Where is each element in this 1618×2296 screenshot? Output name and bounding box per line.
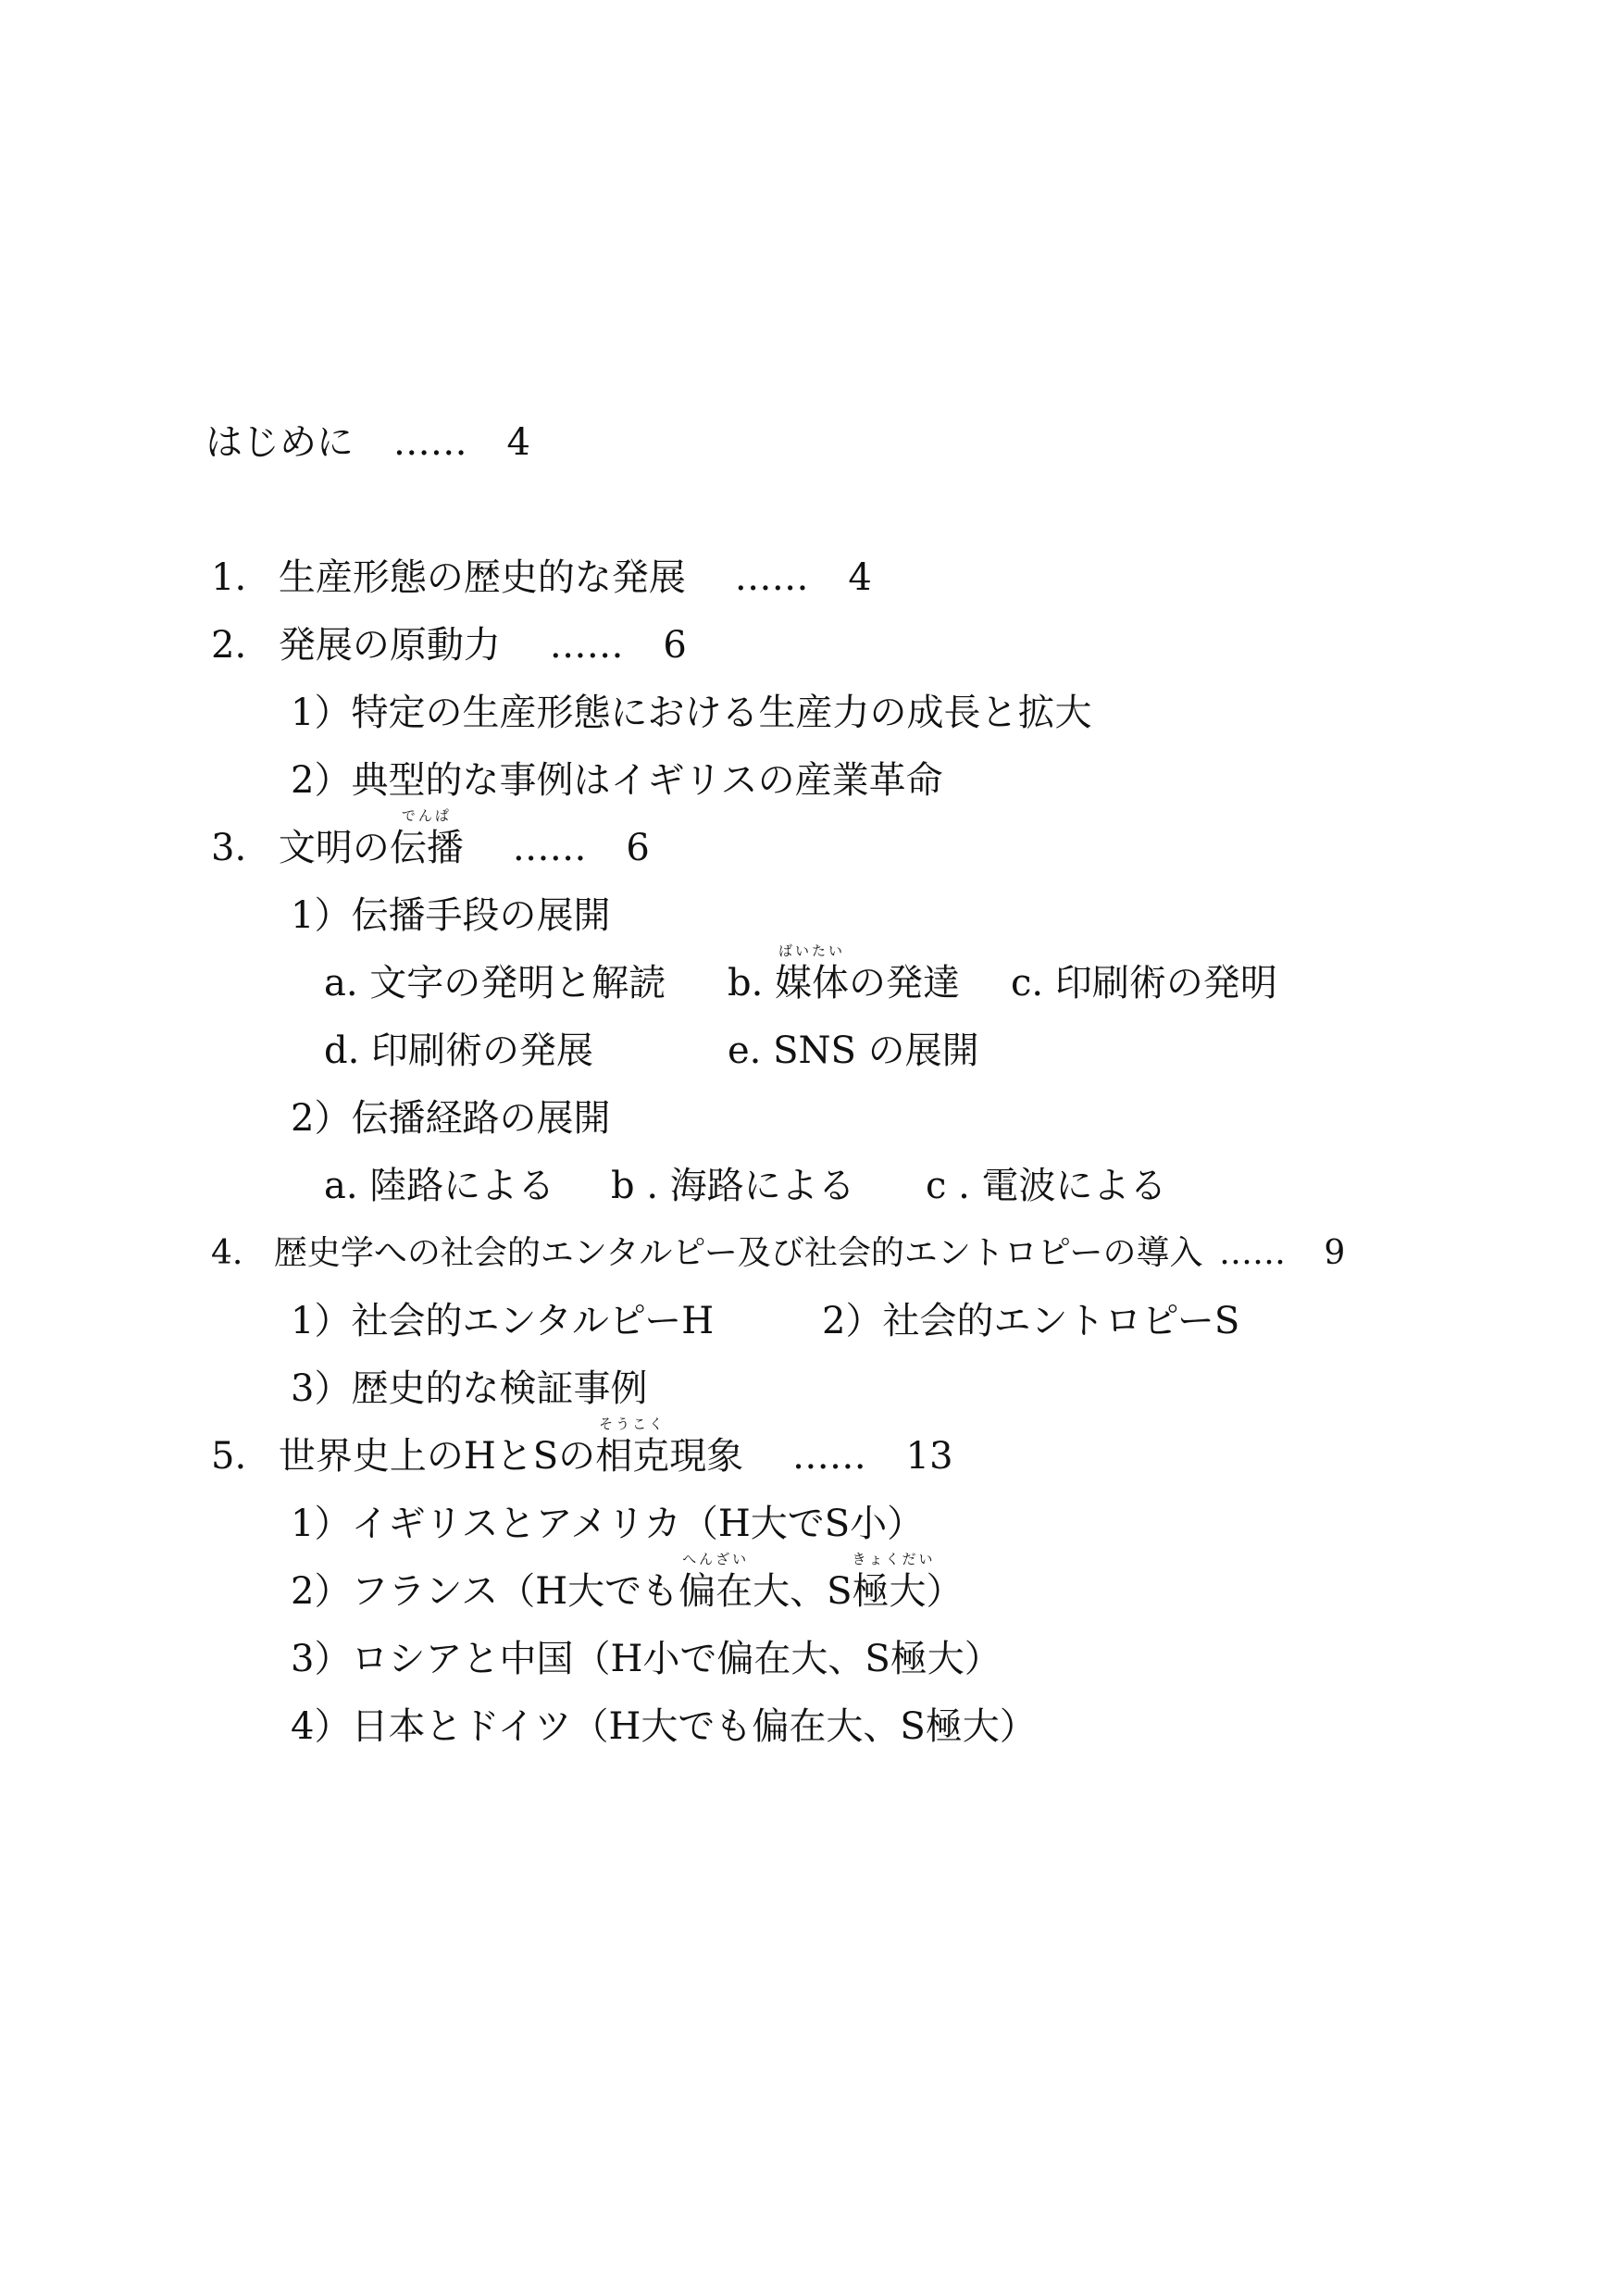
- section-2-1-title: 1）特定の生産形態における生産力の成長と拡大: [291, 692, 1092, 734]
- section-4-dots: ……: [1218, 1234, 1286, 1272]
- toc-section-5-2[interactable]: [291, 1551, 964, 1613]
- toc-section-2[interactable]: [211, 624, 687, 667]
- section-4-number: 4.: [211, 1234, 243, 1272]
- section-5-2-ruby-2: きょくだい: [852, 1551, 936, 1567]
- toc-intro-page: 4: [506, 421, 530, 464]
- section-3-1-a-title: a. 文字の発明と解読: [324, 962, 666, 1004]
- section-5-3-title: 3）ロシアと中国（H小で偏在大、S極大）: [291, 1638, 1002, 1680]
- section-1-number: 1.: [211, 556, 247, 599]
- toc-intro-title: はじめに: [205, 421, 354, 464]
- section-5-2-title-e: ）: [926, 1570, 964, 1613]
- toc-section-5[interactable]: [211, 1416, 953, 1478]
- section-2-title: 発展の原動力: [278, 624, 501, 667]
- section-5-title-b: 相克: [595, 1435, 670, 1478]
- toc-section-3-1-d[interactable]: [324, 1029, 594, 1072]
- toc-section-3-2-a[interactable]: [324, 1165, 555, 1207]
- section-5-4-title: 4）日本とドイツ（H大でも偏在大、S極大）: [291, 1705, 1037, 1748]
- toc-section-3[interactable]: [211, 807, 650, 869]
- section-3-title-b: 伝播: [389, 827, 464, 869]
- toc-section-1[interactable]: [211, 556, 872, 599]
- section-3-1-b-ruby-word: [775, 942, 850, 1004]
- section-4-3-title: 3）歴史的な検証事例: [291, 1367, 648, 1410]
- toc-section-4-1[interactable]: [291, 1300, 715, 1342]
- toc-intro[interactable]: [205, 421, 530, 464]
- section-3-2-c-title: c . 電波による: [926, 1165, 1167, 1207]
- section-5-dots: ……: [791, 1435, 866, 1478]
- section-5-ruby: そうこく: [599, 1416, 666, 1432]
- toc-section-2-2[interactable]: [291, 759, 943, 802]
- toc-section-5-1[interactable]: [291, 1503, 925, 1545]
- toc-section-4-2[interactable]: [822, 1300, 1240, 1342]
- section-5-2-ruby-1: へんざい: [682, 1551, 750, 1567]
- section-2-number: 2.: [211, 624, 247, 667]
- section-3-ruby: でんぱ: [401, 807, 452, 824]
- section-3-2-b-title: b . 海路による: [611, 1165, 855, 1207]
- toc-section-4[interactable]: [211, 1234, 1346, 1272]
- toc-section-3-1-c[interactable]: [1011, 962, 1277, 1004]
- toc-section-5-4[interactable]: [291, 1705, 1037, 1748]
- section-5-title-a: 世界史上のHとSの: [278, 1435, 596, 1478]
- section-4-title: 歴史学への社会的エンタルピー及び社会的エントロピーの導入: [273, 1234, 1203, 1272]
- section-5-2-title-a: 2）フランス（H大でも: [291, 1570, 679, 1613]
- section-5-title-c: 現象: [669, 1435, 744, 1478]
- section-3-number: 3.: [211, 827, 247, 869]
- toc-section-3-2-c[interactable]: [926, 1165, 1167, 1207]
- section-3-1-c-title: c. 印刷術の発明: [1011, 962, 1277, 1004]
- toc-section-3-1-a[interactable]: [324, 962, 666, 1004]
- toc-section-3-1-b[interactable]: [728, 942, 961, 1004]
- section-3-1-b-prefix: b.: [728, 962, 776, 1004]
- section-1-dots: ……: [734, 556, 809, 599]
- section-4-1-title: 1）社会的エンタルピーH: [291, 1300, 715, 1342]
- section-5-2-title-c: 大、S: [753, 1570, 853, 1613]
- section-3-ruby-word: [389, 807, 464, 869]
- toc-section-5-3[interactable]: [291, 1638, 1002, 1680]
- section-4-2-title: 2）社会的エントロピーS: [822, 1300, 1240, 1342]
- toc-section-2-1[interactable]: [291, 692, 1092, 734]
- section-3-2-a-title: a. 陸路による: [324, 1165, 555, 1207]
- toc-section-4-3[interactable]: [291, 1367, 648, 1410]
- section-3-1-b-word: 媒体: [775, 962, 850, 1004]
- toc-section-3-2-b[interactable]: [611, 1165, 855, 1207]
- section-3-dots: ……: [512, 827, 587, 869]
- section-3-title-a: 文明の: [278, 827, 390, 869]
- section-3-1-d-title: d. 印刷術の発展: [324, 1029, 594, 1072]
- section-5-2-title-d: 極大: [852, 1570, 927, 1613]
- section-2-2-title: 2）典型的な事例はイギリスの産業革命: [291, 759, 943, 802]
- section-3-2-title: 2）伝播経路の展開: [291, 1097, 611, 1140]
- section-5-2-ruby-word-1: [678, 1551, 753, 1613]
- section-3-page: 6: [626, 827, 650, 869]
- section-3-1-b-suffix: の発達: [849, 962, 961, 1004]
- section-4-page: 9: [1324, 1234, 1346, 1272]
- section-3-1-title: 1）伝播手段の展開: [291, 894, 611, 937]
- section-3-1-e-title: e. SNS の展開: [728, 1029, 979, 1072]
- section-5-number: 5.: [211, 1435, 247, 1478]
- section-5-2-ruby-word-2: [852, 1551, 936, 1613]
- section-1-page: 4: [848, 556, 872, 599]
- section-5-1-title: 1）イギリスとアメリカ（H大でS小）: [291, 1503, 925, 1545]
- section-5-2-title-b: 偏在: [678, 1570, 753, 1613]
- section-5-ruby-word: [595, 1416, 670, 1478]
- toc-section-3-1[interactable]: [291, 894, 611, 937]
- toc-section-3-1-e[interactable]: [728, 1029, 979, 1072]
- toc-intro-dots: ……: [392, 421, 467, 464]
- section-3-1-b-ruby: ばいたい: [778, 942, 846, 959]
- toc-section-3-2[interactable]: [291, 1097, 611, 1140]
- section-2-dots: ……: [549, 624, 624, 667]
- section-1-title: 生産形態の歴史的な発展: [278, 556, 686, 599]
- section-5-page: 13: [905, 1435, 953, 1478]
- section-2-page: 6: [663, 624, 687, 667]
